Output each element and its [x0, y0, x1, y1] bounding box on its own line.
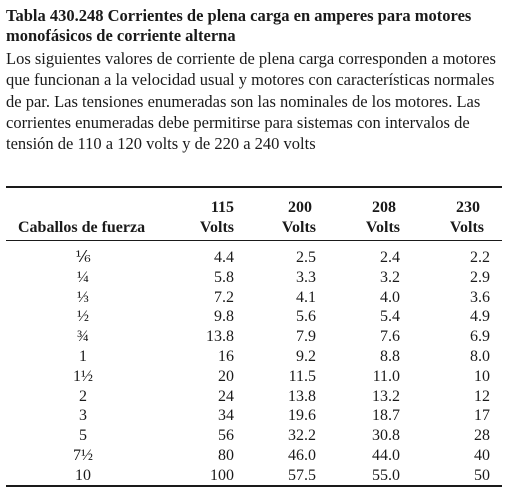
cell-230v: 17 [474, 407, 490, 425]
cell-208v: 18.7 [372, 407, 400, 425]
header-voltage-208: 208 [372, 199, 396, 216]
cell-200v: 11.5 [288, 367, 316, 385]
cell-hp: ⅙ [75, 249, 91, 266]
header-unit-208: Volts [365, 219, 400, 236]
cell-115v: 100 [210, 466, 234, 484]
header-hp-label: Caballos de fuerza [18, 219, 146, 236]
cell-hp: ¾ [77, 328, 89, 346]
cell-115v: 34 [218, 407, 234, 425]
cell-115v: 56 [218, 427, 234, 445]
cell-200v: 32.2 [288, 427, 316, 445]
cell-230v: 40 [474, 446, 490, 464]
cell-200v: 9.2 [296, 347, 316, 365]
cell-200v: 57.5 [288, 466, 316, 484]
cell-hp: 5 [79, 427, 87, 445]
cell-230v: 3.6 [470, 288, 490, 306]
table-row [6, 248, 502, 268]
cell-115v: 80 [218, 446, 234, 464]
cell-hp: ¼ [77, 268, 89, 286]
cell-208v: 5.4 [380, 308, 400, 326]
cell-208v: 7.6 [380, 328, 400, 346]
table-bottom-rule [6, 485, 502, 487]
cell-230v: 8.0 [470, 347, 490, 365]
table-row [6, 367, 502, 387]
cell-115v: 5.8 [214, 268, 234, 286]
cell-hp: 3 [79, 407, 87, 425]
cell-115v: 16 [218, 347, 234, 365]
table-row [6, 466, 502, 486]
table-row [6, 387, 502, 407]
cell-115v: 13.8 [206, 328, 234, 346]
header-voltage-115: 115 [210, 199, 234, 216]
cell-208v: 3.2 [380, 268, 400, 286]
cell-hp: 1½ [73, 367, 93, 385]
table-header-rule [6, 240, 502, 241]
cell-230v: 4.9 [470, 308, 490, 326]
cell-208v: 2.4 [380, 249, 400, 266]
cell-115v: 7.2 [214, 288, 234, 306]
cell-115v: 4.4 [214, 249, 234, 266]
table-row [6, 426, 502, 446]
header-voltage-200: 200 [288, 199, 312, 216]
table-row [6, 268, 502, 288]
table-row [6, 446, 502, 466]
cell-208v: 30.8 [372, 427, 400, 445]
cell-hp: 1 [79, 347, 87, 365]
table-row [6, 347, 502, 367]
cell-208v: 11.0 [372, 367, 400, 385]
cell-200v: 3.3 [296, 268, 316, 286]
table-row [6, 307, 502, 327]
cell-115v: 24 [218, 387, 234, 405]
table-body [6, 248, 502, 486]
cell-hp: 2 [79, 387, 87, 405]
cell-hp: ½ [77, 308, 89, 326]
header-unit-200: Volts [281, 219, 316, 236]
cell-208v: 13.2 [372, 387, 400, 405]
table-title: Tabla 430.248 Corrientes de plena carga en amperes para motores monofásicos de corriente alterna [6, 6, 472, 45]
cell-115v: 9.8 [214, 308, 234, 326]
cell-200v: 7.9 [296, 328, 316, 346]
cell-230v: 6.9 [470, 328, 490, 346]
cell-hp: ⅓ [77, 288, 89, 306]
cell-200v: 4.1 [296, 288, 316, 306]
cell-230v: 12 [474, 387, 490, 405]
table-top-rule [6, 186, 502, 188]
cell-hp: 7½ [73, 446, 93, 464]
cell-208v: 55.0 [372, 466, 400, 484]
cell-208v: 8.8 [380, 347, 400, 365]
header-voltage-230: 230 [456, 199, 480, 216]
cell-208v: 44.0 [372, 446, 400, 464]
cell-200v: 46.0 [288, 446, 316, 464]
cell-230v: 28 [474, 427, 490, 445]
header-unit-230: Volts [449, 219, 484, 236]
cell-230v: 2.9 [470, 268, 490, 286]
header-unit-115: Volts [199, 219, 234, 236]
cell-200v: 13.8 [288, 387, 316, 405]
cell-200v: 5.6 [296, 308, 316, 326]
cell-230v: 50 [474, 466, 490, 484]
table-row [6, 327, 502, 347]
table-description: Los siguientes valores de corriente de plena carga corresponden a motores que funcionan a la velocidad usual y motores con características normales de par. Las tensiones enumeradas son las nominales de los motores. Las corrientes enumeradas debe permitirse para sistemas con intervalos de tensión de 110 a 120 volts y de 220 a 240 volts [6, 49, 496, 154]
cell-230v: 2.2 [470, 249, 490, 266]
cell-208v: 4.0 [380, 288, 400, 306]
table-row [6, 288, 502, 308]
cell-hp: 10 [75, 466, 91, 484]
cell-115v: 20 [218, 367, 234, 385]
table-row [6, 406, 502, 426]
cell-200v: 2.5 [296, 249, 316, 266]
cell-230v: 10 [474, 367, 490, 385]
cell-200v: 19.6 [288, 407, 316, 425]
